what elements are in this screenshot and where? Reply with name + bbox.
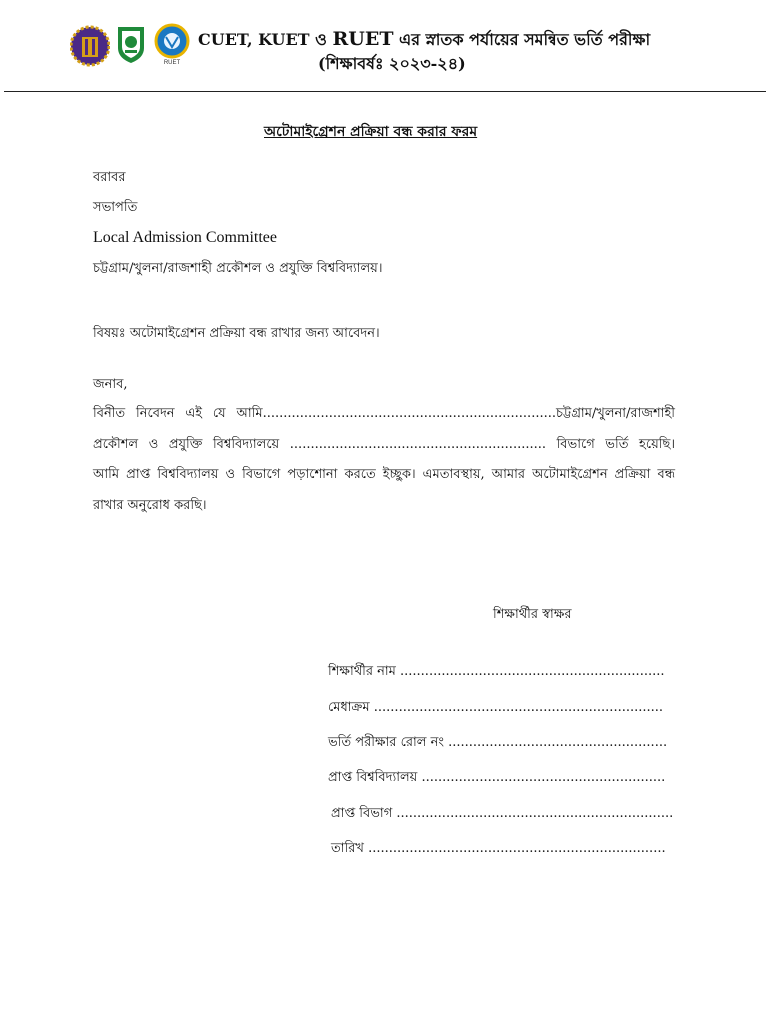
address-institution: চট্টগ্রাম/খুলনা/রাজশাহী প্রকৌশল ও প্রযুক্তি বিশ্ববিদ্যালয়। <box>93 261 383 276</box>
ruet-logo <box>152 23 192 71</box>
header-session: (শিক্ষাবর্ষঃ ২০২৩-২৪) <box>318 54 466 73</box>
merit-position-field: মেধাক্রম ...................................................................... <box>328 700 664 715</box>
address-to: বরাবর <box>93 170 126 185</box>
header-title-ruet: RUET <box>332 28 394 50</box>
header-divider <box>4 91 766 92</box>
signature-label: শিক্ষার্থীর স্বাক্ষর <box>493 607 572 622</box>
header-title-suffix: এর স্নাতক পর্যায়ের সমন্বিত ভর্তি পরীক্ষা <box>393 30 651 49</box>
body-line-3: আমি প্রাপ্ত বিশ্ববিদ্যালয় ও বিভাগে পড়াশোনা করতে ইচ্ছুক। এমতাবস্থায়, আমার অটোমাইগ্রেশন প্রক্রিয়া বন্ধ <box>93 467 675 482</box>
address-committee: Local Admission Committee <box>93 229 277 246</box>
subject-line: বিষয়ঃ অটোমাইগ্রেশন প্রক্রিয়া বন্ধ রাখার জন্য আবেদন। <box>93 326 380 341</box>
student-name-field: শিক্ষার্থীর নাম ................................................................ <box>328 664 665 679</box>
date-field: তারিখ ........................................................................ <box>331 841 666 856</box>
ruet-logo-caption: RUET <box>163 60 181 66</box>
header-title <box>198 27 650 54</box>
body-line-1: বিনীত নিবেদন এই যে আমি.......................................................................চট্টগ্রাম/খুলনা/রাজশাহী <box>93 406 675 421</box>
body-line-4: রাখার অনুরোধ করছি। <box>93 498 207 513</box>
cuet-logo <box>70 25 110 67</box>
body-line-2: প্রকৌশল ও প্রযুক্তি বিশ্ববিদ্যালয়ে .............................................................. বিভাগে ভর্তি হয়েছি। <box>93 437 675 452</box>
department-field: প্রাপ্ত বিভাগ ................................................................... <box>331 806 674 821</box>
university-field: প্রাপ্ত বিশ্ববিদ্যালয় ........................................................... <box>328 770 666 785</box>
address-designation: সভাপতি <box>93 200 138 215</box>
salutation: জনাব, <box>93 377 128 392</box>
admission-roll-field: ভর্তি পরীক্ষার রোল নং ..................................................... <box>328 735 668 750</box>
form-title: অটোমাইগ্রেশন প্রক্রিয়া বন্ধ করার ফরম <box>264 124 478 140</box>
kuet-logo <box>116 24 146 64</box>
header-title-prefix: CUET, KUET ও <box>198 30 333 49</box>
